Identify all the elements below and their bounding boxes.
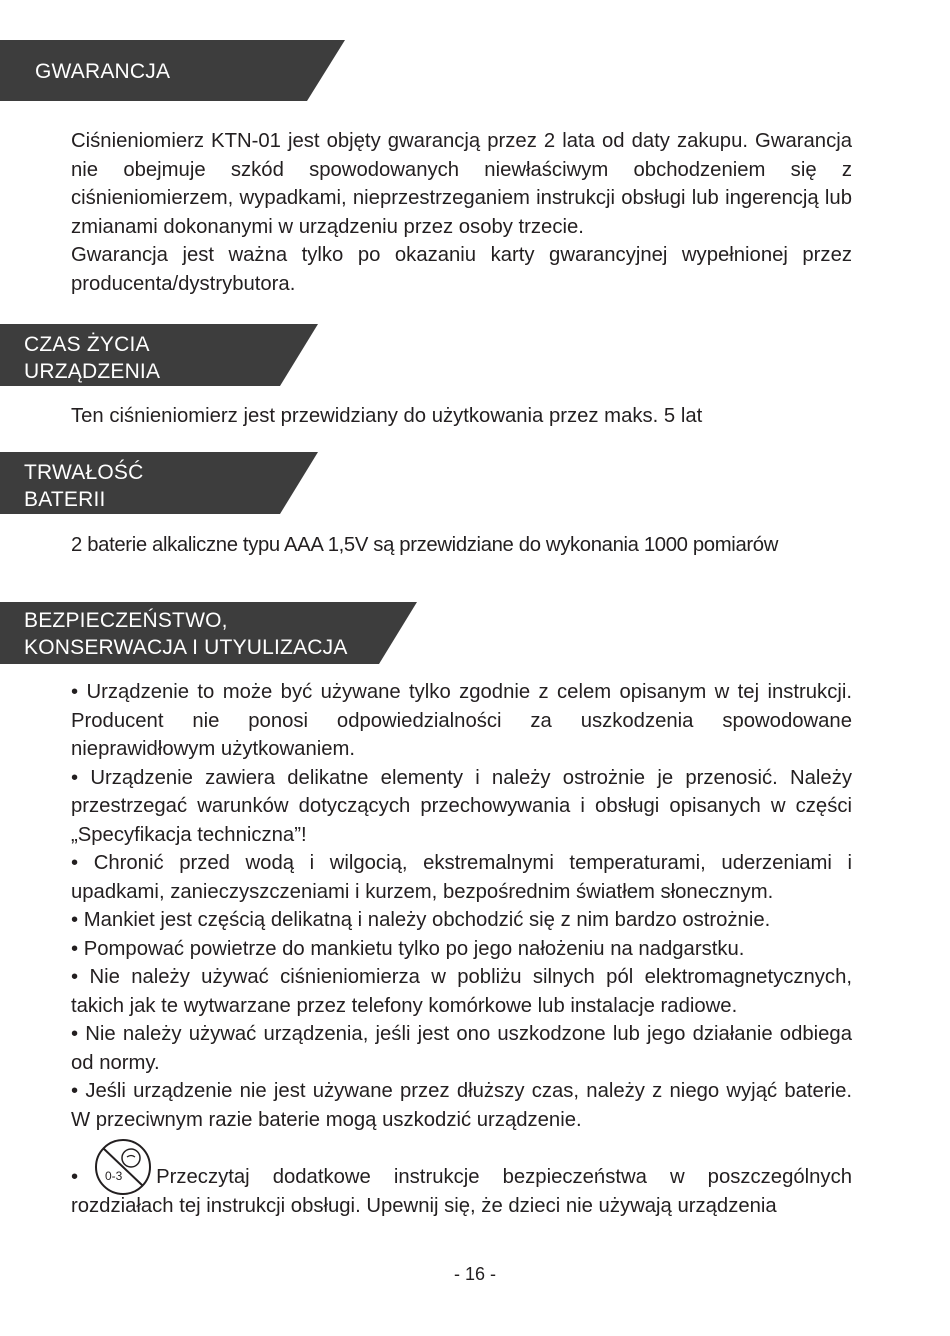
lifetime-text: Ten ciśnieniomierz jest przewidziany do użytkowania przez maks. 5 lat: [71, 405, 703, 427]
heading-line: BEZPIECZEŃSTWO,: [24, 609, 228, 632]
section-heading-safety: [24, 607, 348, 661]
heading-line: GWARANCJA: [35, 60, 171, 83]
heading-line: KONSERWACJA I UTYULIZACJA: [24, 636, 348, 659]
icon-list-item: [71, 1138, 852, 1217]
list-item: • Nie należy używać urządzenia, jeśli jest ono uszkodzone lub jego działanie odbiega od normy.: [71, 1023, 852, 1074]
battery-text: 2 baterie alkaliczne typu AAA 1,5V są przewidziane do wykonania 1000 pomiarów: [71, 534, 778, 556]
warranty-paragraph: Ciśnieniomierz KTN-01 jest objęty gwarancją przez 2 lata od daty zakupu. Gwarancja nie obejmuje szkód spowodowanych niewłaściwym obchodzeniem się z ciśnieniomierzem, wypadkami, nieprzestrzeganiem instrukcji obsługi lub ingerencją lub zmianami dokonanymi w urządzeniu przez osoby trzecie.: [71, 130, 852, 238]
heading-line: TRWAŁOŚĆ: [24, 461, 144, 484]
list-item: • Pompować powietrze do mankietu tylko po jego nałożeniu na nadgarstku.: [71, 937, 745, 960]
icon-list-item-text: [71, 1163, 852, 1220]
list-item: • Chronić przed wodą i wilgocią, ekstremalnymi temperaturami, uderzeniami i upadkami, zanieczyszczeniami i kurzem, bezpośrednim światłem słonecznym.: [71, 852, 852, 903]
section-heading-warranty: [35, 58, 170, 85]
icon-age-label: 0-3: [105, 1169, 123, 1183]
safety-bullet-list: [71, 678, 852, 1134]
list-item: • Jeśli urządzenie nie jest używane przez dłuższy czas, należy z niego wyjąć baterie. W przeciwnym razie baterie mogą uszkodzić urządzenie.: [71, 1080, 852, 1131]
warranty-text: [71, 127, 852, 298]
bullet-marker: •: [71, 1166, 79, 1188]
icon-list-item-label: Przeczytaj dodatkowe instrukcje bezpieczeństwa w poszczególnych rozdziałach tej instrukcji obsługi. Upewnij się, że dzieci nie używają urządzenia: [71, 1166, 852, 1217]
list-item: • Urządzenie zawiera delikatne elementy i należy ostrożnie je przenosić. Należy przestrzegać warunków dotyczących przechowywania i obsługi opisanych w części „Specyfikacja techniczna”!: [71, 766, 852, 846]
list-item: • Urządzenie to może być używane tylko zgodnie z celem opisanym w tej instrukcji. Producent nie ponosi odpowiedzialności za uszkodzenia spowodowane nieprawidłowym użytkowaniem.: [71, 681, 852, 760]
heading-line: BATERII: [24, 488, 106, 511]
heading-line: URZĄDZENIA: [24, 360, 161, 383]
list-item: • Mankiet jest częścią delikatną i należy obchodzić się z nim bardzo ostrożnie.: [71, 909, 771, 931]
section-heading-battery: [24, 459, 143, 513]
page-number: - 16 -: [453, 1264, 496, 1284]
warranty-paragraph: Gwarancja jest ważna tylko po okazaniu karty gwarancyjnej wypełnionej przez producenta/dystrybutora.: [71, 244, 852, 295]
section-heading-lifetime: [24, 331, 160, 385]
list-item: • Nie należy używać ciśnieniomierza w pobliżu silnych pól elektromagnetycznych, takich jak te wytwarzane przez telefony komórkowe lub instalacje radiowe.: [71, 966, 852, 1017]
heading-line: CZAS ŻYCIA: [24, 333, 150, 356]
